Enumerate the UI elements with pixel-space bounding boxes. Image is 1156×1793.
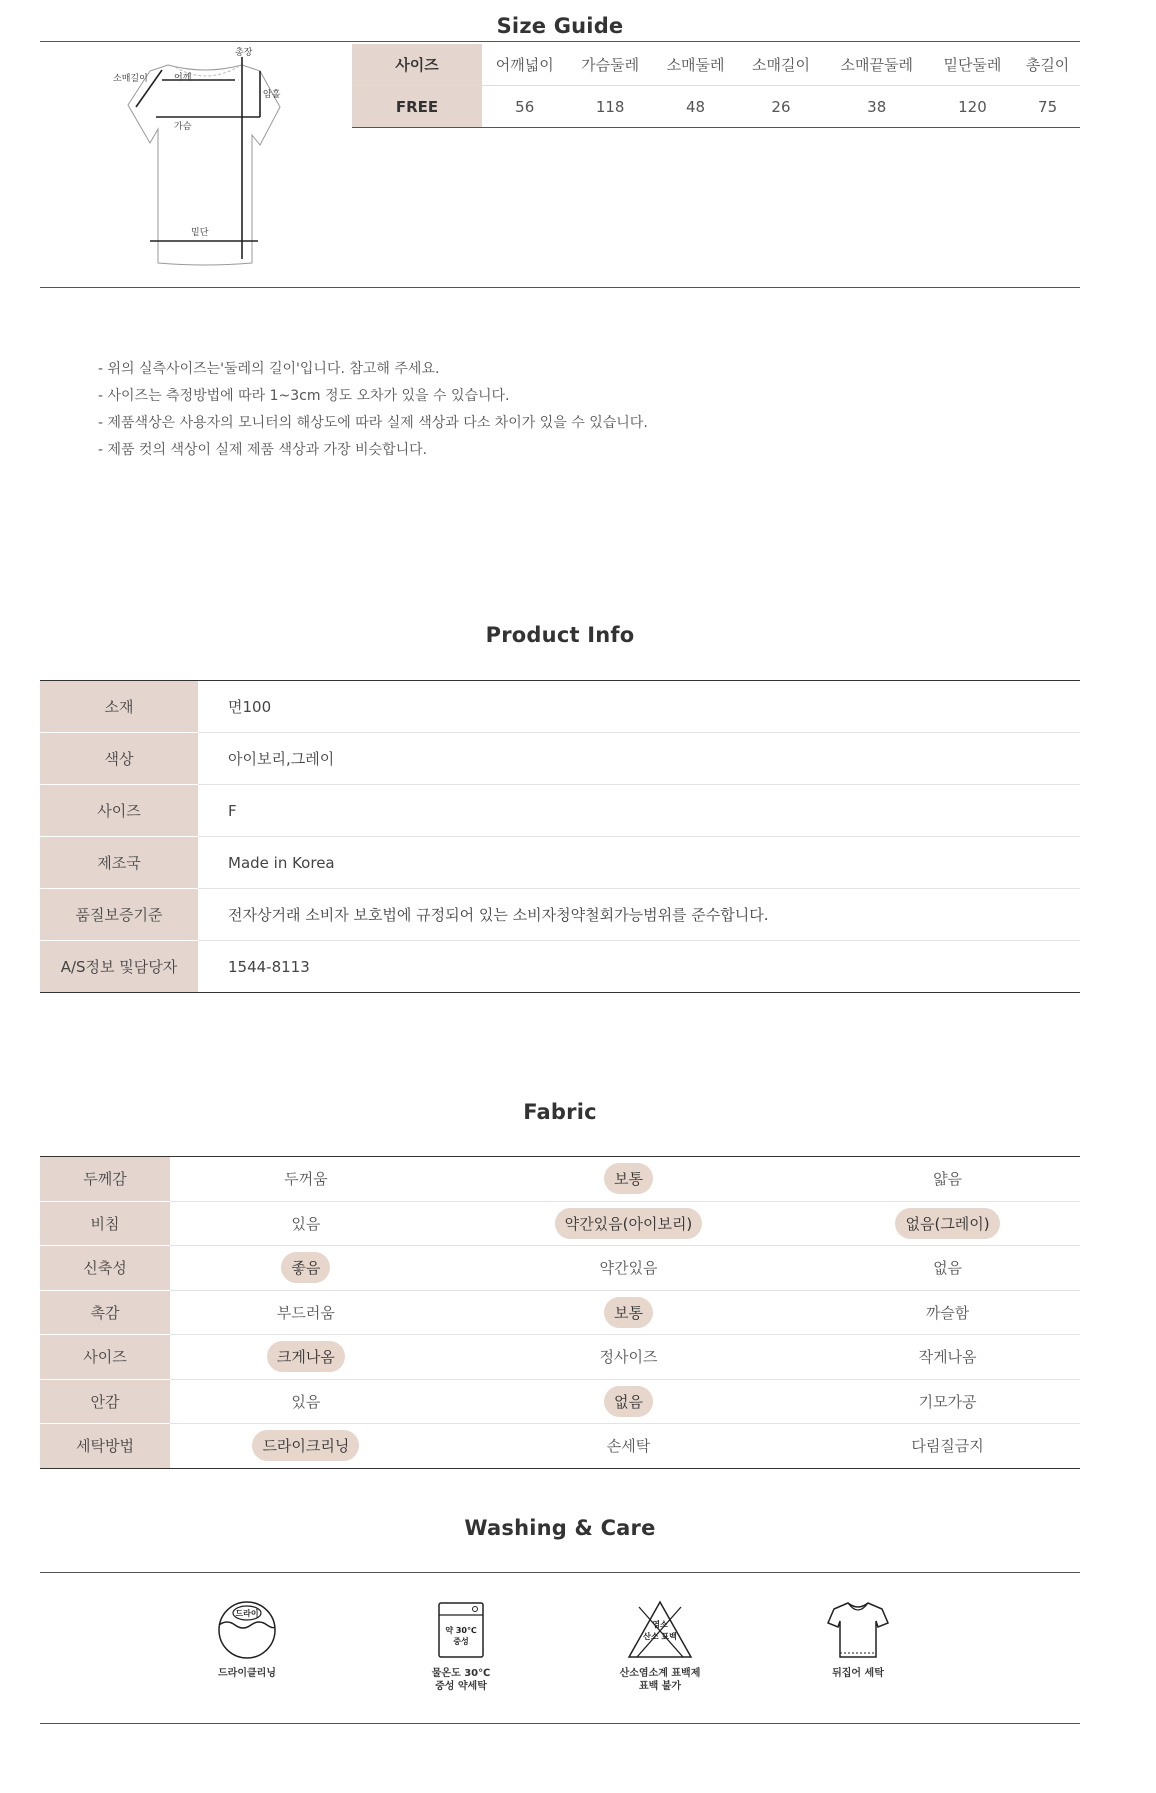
size-cell: 26 [738, 86, 823, 128]
washing-care-section [40, 1572, 1080, 1724]
fabric-option-cell [815, 1379, 1080, 1424]
fabric-option-cell [442, 1201, 815, 1246]
wash-30-icon [429, 1599, 493, 1661]
size-table-header [352, 44, 1080, 86]
info-value: Made in Korea [198, 837, 1080, 889]
note-line: - 제품색상은 사용자의 모니터의 해상도에 따라 실제 색상과 다소 차이가 있을 수 있습니다. [98, 415, 648, 431]
fabric-option: 얇음 [933, 1170, 963, 1189]
inside-out-wash-icon [826, 1599, 890, 1661]
product-info-row [40, 785, 1080, 837]
fabric-option: 두꺼움 [284, 1170, 328, 1189]
fabric-option-selected: 약간있음(아이보리) [555, 1208, 703, 1239]
fabric-option-cell [170, 1290, 442, 1335]
size-header-cell: 소매끝둘레 [824, 44, 930, 86]
dry-clean-icon [215, 1599, 279, 1661]
wash-30-icon-text-line: 약 30℃ [445, 1626, 477, 1635]
fabric-option-cell [170, 1246, 442, 1291]
product-info-row [40, 889, 1080, 941]
size-header-cell: 어깨넓이 [482, 44, 567, 86]
fabric-option: 있음 [291, 1214, 321, 1233]
fabric-key: 사이즈 [40, 1335, 170, 1380]
fabric-row [40, 1246, 1080, 1291]
fabric-key: 세탁방법 [40, 1424, 170, 1469]
fabric-option-cell [815, 1335, 1080, 1380]
washing-care-title: Washing & Care [464, 1516, 656, 1540]
product-info-title: Product Info [485, 623, 635, 647]
fabric-option-cell [815, 1424, 1080, 1469]
size-header-cell: 사이즈 [352, 44, 482, 86]
info-key: 소재 [40, 681, 198, 733]
size-cell: 48 [653, 86, 738, 128]
wash-30-icon-text-line: 중성 [453, 1637, 469, 1646]
size-guide-section [40, 41, 1080, 288]
product-info-table [40, 680, 1080, 993]
info-key: 색상 [40, 733, 198, 785]
fabric-option-selected: 크게나옴 [267, 1341, 345, 1372]
label-length: 총장 [235, 48, 253, 58]
info-key: 제조국 [40, 837, 198, 889]
fabric-row [40, 1424, 1080, 1469]
size-guide-title: Size Guide [496, 14, 624, 38]
care-label: 물온도 30℃ 중성 약세탁 [431, 1668, 491, 1692]
size-table-row [352, 86, 1080, 128]
size-header-cell: 소매길이 [738, 44, 823, 86]
fabric-option-cell [170, 1379, 442, 1424]
fabric-option-cell [442, 1379, 815, 1424]
size-cell: FREE [352, 86, 482, 128]
product-info-row [40, 941, 1080, 993]
care-item-wash-30 [396, 1599, 526, 1693]
label-hem: 밑단 [191, 228, 209, 238]
wash-30-icon-text [445, 1625, 477, 1646]
fabric-option-cell [170, 1424, 442, 1469]
fabric-option-cell [170, 1335, 442, 1380]
care-label: 드라이클리닝 [218, 1668, 276, 1679]
product-info-row [40, 733, 1080, 785]
fabric-key: 촉감 [40, 1290, 170, 1335]
fabric-option: 까슬함 [925, 1303, 970, 1322]
no-bleach-icon-text-line: 산소 표백 [643, 1632, 677, 1641]
size-table [352, 44, 1080, 128]
info-value: 1544-8113 [228, 957, 310, 976]
fabric-option-cell [442, 1424, 815, 1469]
fabric-option-cell [442, 1157, 815, 1202]
fabric-option: 약간있음 [599, 1259, 658, 1278]
product-info-row [40, 681, 1080, 733]
fabric-row [40, 1157, 1080, 1202]
fabric-option-selected: 좋음 [281, 1252, 330, 1283]
fabric-option-cell [442, 1290, 815, 1335]
fabric-option: 다림질금지 [911, 1437, 984, 1456]
fabric-option-cell [815, 1157, 1080, 1202]
care-item-no-bleach [595, 1599, 725, 1693]
fabric-key: 신축성 [40, 1246, 170, 1291]
fabric-option-selected: 보통 [604, 1163, 653, 1194]
note-line: - 제품 컷의 색상이 실제 제품 색상과 가장 비슷합니다. [98, 442, 428, 458]
info-key: 품질보증기준 [40, 889, 198, 941]
care-label: 산소염소계 표백제 표백 불가 [619, 1668, 701, 1692]
care-item-dry-clean [182, 1599, 312, 1680]
no-bleach-icon [625, 1599, 695, 1661]
size-header-cell: 총길이 [1015, 44, 1080, 86]
label-chest: 가슴 [174, 122, 192, 132]
label-sleeve-length: 소매길이 [113, 74, 148, 84]
fabric-option-selected: 보통 [604, 1297, 653, 1328]
fabric-option-cell [170, 1201, 442, 1246]
fabric-key: 두께감 [40, 1157, 170, 1202]
fabric-option-cell [815, 1201, 1080, 1246]
fabric-table [40, 1156, 1080, 1469]
info-value: 아이보리,그레이 [198, 733, 1080, 785]
care-item-inside-out [793, 1599, 923, 1680]
fabric-row [40, 1335, 1080, 1380]
fabric-option-cell [170, 1157, 442, 1202]
info-value: 면100 [198, 681, 1080, 733]
label-shoulder: 어깨 [174, 73, 192, 83]
fabric-option-cell [442, 1246, 815, 1291]
label-armhole: 암홀 [263, 90, 281, 100]
size-header-cell: 소매둘레 [653, 44, 738, 86]
size-cell: 120 [930, 86, 1015, 128]
note-line: - 사이즈는 측정방법에 따라 1~3cm 정도 오차가 있을 수 있습니다. [98, 388, 510, 404]
fabric-option-cell [442, 1335, 815, 1380]
size-header-cell: 밑단둘레 [930, 44, 1015, 86]
info-key: A/S정보 및담당자 [40, 941, 198, 993]
note-line: - 위의 실측사이즈는'둘레의 길이'입니다. 참고해 주세요. [98, 361, 440, 377]
fabric-title: Fabric [523, 1100, 597, 1124]
fabric-option-selected: 드라이크리닝 [252, 1430, 359, 1461]
product-info-row [40, 837, 1080, 889]
fabric-option: 없음 [933, 1259, 963, 1278]
dry-clean-icon-text: 드라이 [235, 1609, 259, 1618]
fabric-option: 부드러움 [276, 1303, 335, 1322]
fabric-option-cell [815, 1246, 1080, 1291]
fabric-option: 정사이즈 [599, 1348, 658, 1367]
fabric-option-selected: 없음 [604, 1386, 653, 1417]
fabric-option: 손세탁 [606, 1437, 651, 1456]
size-cell: 118 [567, 86, 652, 128]
fabric-row [40, 1290, 1080, 1335]
care-label: 뒤집어 세탁 [832, 1668, 884, 1679]
fabric-key: 비침 [40, 1201, 170, 1246]
fabric-option: 작게나옴 [918, 1348, 977, 1367]
fabric-key: 안감 [40, 1379, 170, 1424]
fabric-option: 기모가공 [918, 1392, 977, 1411]
fabric-option-selected: 없음(그레이) [895, 1208, 999, 1239]
info-value: 전자상거래 소비자 보호법에 규정되어 있는 소비자청약철회가능범위를 준수합니다. [198, 889, 1080, 941]
fabric-row [40, 1379, 1080, 1424]
tshirt-size-diagram [80, 45, 330, 285]
size-header-cell: 가슴둘레 [567, 44, 652, 86]
size-cell: 38 [824, 86, 930, 128]
fabric-option: 있음 [291, 1392, 321, 1411]
info-value: F [198, 785, 1080, 837]
size-cell: 75 [1015, 86, 1080, 128]
no-bleach-icon-text-line: 염소 [652, 1620, 668, 1629]
fabric-row [40, 1201, 1080, 1246]
info-key: 사이즈 [40, 785, 198, 837]
fabric-option-cell [815, 1290, 1080, 1335]
size-cell: 56 [482, 86, 567, 128]
size-notes [98, 356, 1138, 464]
